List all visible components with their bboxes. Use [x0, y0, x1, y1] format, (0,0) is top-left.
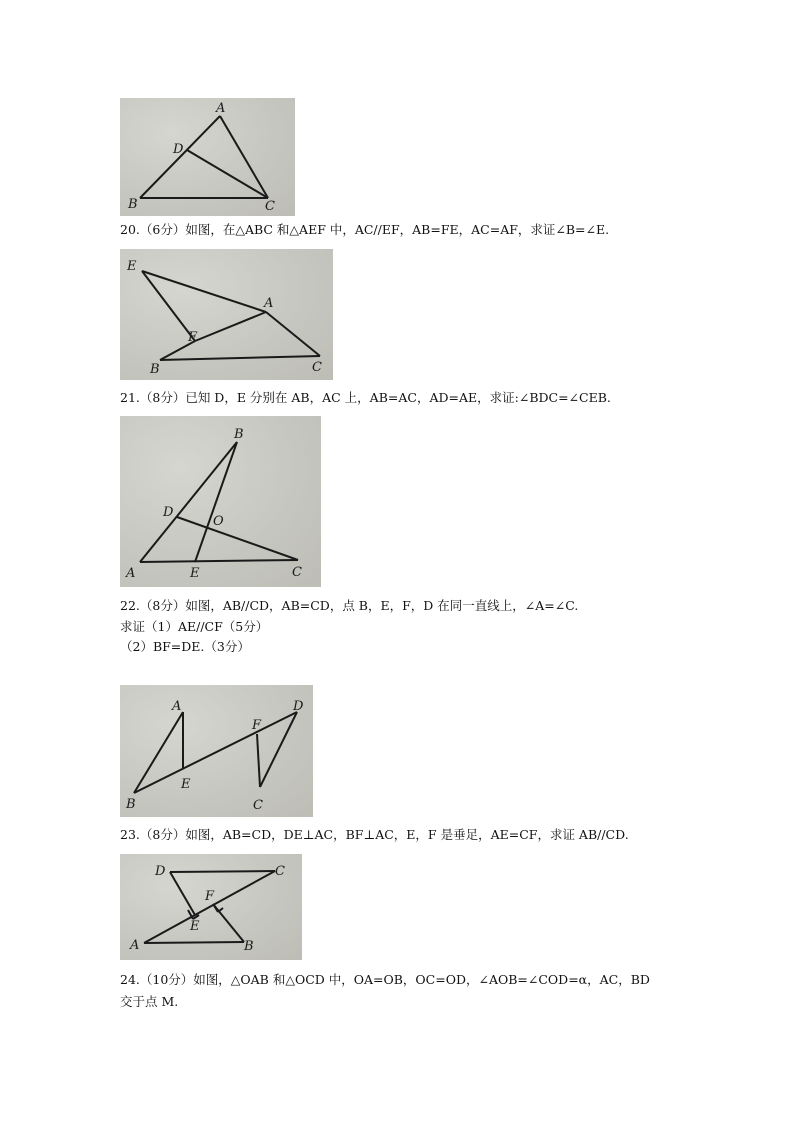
question-24-line-1: 24.（10分）如图，△OAB 和△OCD 中，OA=OB，OC=OD，∠AOB=∠COD=α，AC，BD	[120, 972, 650, 987]
label-c: C	[292, 565, 302, 580]
segment-ac	[266, 312, 320, 356]
figure-q20	[120, 249, 333, 380]
label-d: D	[163, 505, 174, 520]
segment-dc	[177, 517, 298, 560]
label-a: A	[126, 566, 136, 581]
label-d: D	[155, 864, 166, 879]
label-e: E	[190, 566, 200, 581]
figure-svg	[120, 98, 295, 216]
segment-ac	[220, 116, 268, 198]
segment-dc	[170, 871, 275, 872]
label-e: E	[181, 777, 191, 792]
label-c: C	[275, 864, 285, 879]
segment-ab	[144, 942, 244, 943]
segment-fa	[195, 312, 266, 341]
question-21: 21.（8分）已知 D，E 分别在 AB，AC 上，AB=AC，AD=AE，求证:∠BDC=∠CEB.	[120, 390, 611, 405]
segment-ac	[144, 871, 275, 943]
figure-q23	[120, 854, 302, 960]
label-f: F	[252, 718, 262, 733]
question-22-line-1: 22.（8分）如图，AB//CD，AB=CD，点 B，E，F，D 在同一直线上，∠A=∠C.	[120, 598, 579, 613]
figure-svg	[120, 685, 313, 817]
label-b: B	[150, 362, 160, 377]
label-a: A	[172, 699, 182, 714]
figure-triangle-abc-d	[120, 98, 295, 216]
label-d: D	[293, 699, 304, 714]
label-f: F	[205, 889, 215, 904]
question-22-line-2: 求证（1）AE//CF（5分）	[120, 619, 269, 634]
segment-bc	[160, 356, 320, 360]
figure-svg	[120, 249, 333, 380]
label-c: C	[253, 798, 263, 813]
label-o: O	[213, 514, 224, 529]
label-a: A	[216, 101, 226, 116]
figure-svg	[120, 854, 302, 960]
question-22-line-3: （2）BF=DE.（3分）	[120, 639, 250, 654]
label-b: B	[234, 427, 244, 442]
segment-cf	[257, 734, 260, 787]
label-b: B	[126, 797, 136, 812]
label-b: B	[128, 197, 138, 212]
segment-be	[195, 442, 237, 562]
label-a: A	[264, 296, 274, 311]
segment-ba	[140, 116, 220, 198]
figure-q22	[120, 685, 313, 817]
label-f: F	[188, 330, 198, 345]
question-23: 23.（8分）如图，AB=CD，DE⊥AC，BF⊥AC，E，F 是垂足，AE=CF，求证 AB//CD.	[120, 827, 629, 842]
label-c: C	[265, 199, 275, 214]
figure-q21	[120, 416, 321, 587]
segment-de	[170, 872, 195, 915]
figure-svg	[120, 416, 321, 587]
segment-ea	[142, 271, 266, 312]
segment-ac	[140, 560, 298, 562]
question-24-line-2: 交于点 M.	[120, 994, 179, 1009]
label-d: D	[173, 142, 184, 157]
label-e: E	[190, 919, 200, 934]
label-b: B	[244, 939, 254, 954]
label-e: E	[127, 259, 137, 274]
segment-ab	[140, 442, 237, 562]
segment-dc	[187, 150, 268, 198]
segment-dc	[260, 712, 297, 787]
label-a: A	[130, 938, 140, 953]
label-c: C	[312, 360, 322, 375]
question-20: 20.（6分）如图，在△ABC 和△AEF 中，AC//EF，AB=FE，AC=AF，求证∠B=∠E.	[120, 222, 610, 237]
